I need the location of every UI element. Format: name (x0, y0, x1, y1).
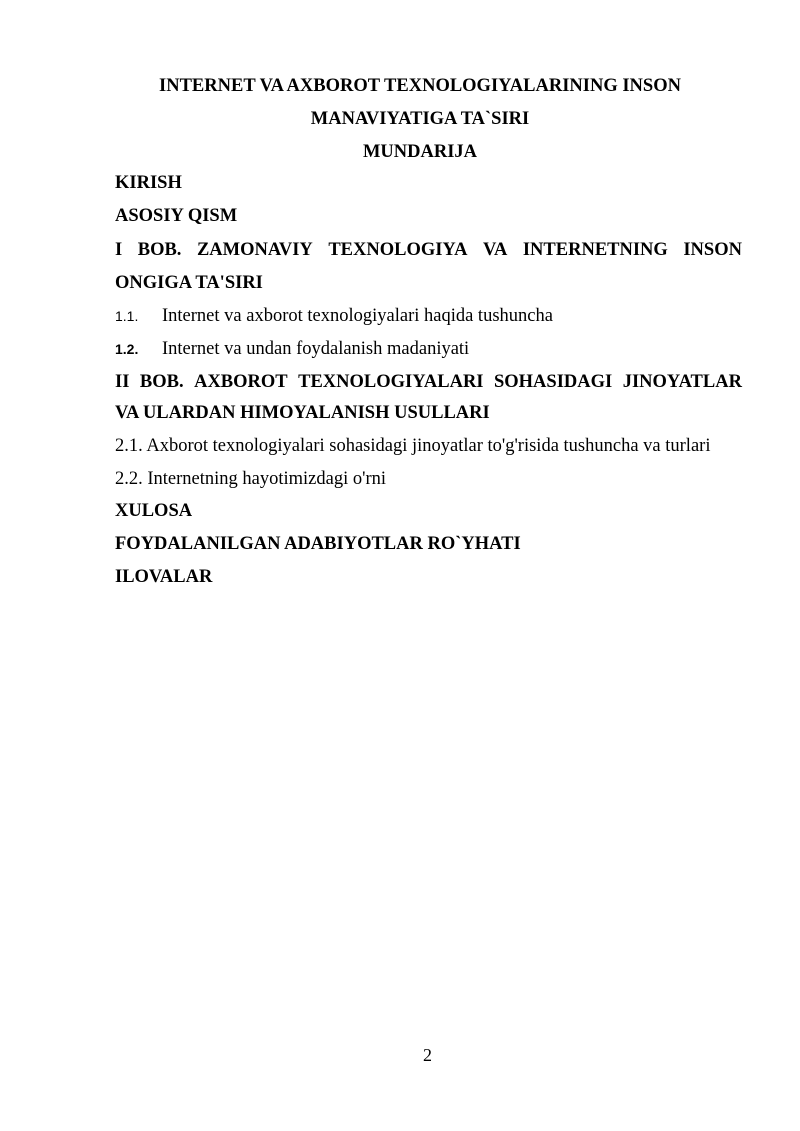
word: I (115, 240, 123, 260)
word: INSON (683, 240, 742, 260)
toc-item-conclusion: XULOSA (115, 501, 193, 521)
document-title-line1: INTERNET VA AXBOROT TEXNOLOGIYALARINING INSON (159, 76, 681, 96)
word: AXBOROT (194, 372, 288, 392)
page-number: 2 (423, 1045, 432, 1065)
word: TEXNOLOGIYALARI (298, 372, 484, 392)
word: BOB. (137, 240, 182, 260)
toc-item-intro: KIRISH (115, 173, 182, 193)
toc-chapter1-line2: ONGIGA TA'SIRI (115, 273, 263, 293)
word: TEXNOLOGIYA (328, 240, 468, 260)
section-number: 1.2. (115, 341, 139, 357)
toc-item-references: FOYDALANILGAN ADABIYOTLAR RO`YHATI (115, 534, 521, 554)
document-title-line2: MANAVIYATIGA TA`SIRI (310, 109, 530, 129)
toc-chapter2-line2: VA ULARDAN HIMOYALANISH USULLARI (115, 403, 490, 423)
word: SOHASIDAGI (493, 372, 613, 392)
word: ZAMONAVIY (196, 240, 313, 260)
word: BOB. (139, 372, 184, 392)
toc-item-appendices: ILOVALAR (115, 567, 213, 587)
toc-heading: MUNDARIJA (362, 142, 478, 162)
word: JINOYATLAR (622, 372, 742, 392)
section-title: Internet va undan foydalanish madaniyati (162, 339, 470, 359)
toc-section-2-1: 2.1. Axborot texnologiyalari sohasidagi jinoyatlar to'g'risida tushuncha va turlari (115, 436, 711, 456)
section-number: 1.1. (115, 308, 139, 324)
toc-section-1-2 (115, 338, 742, 360)
toc-chapter2-line1 (115, 371, 742, 393)
word: II (115, 372, 130, 392)
toc-section-2-2: 2.2. Internetning hayotimizdagi o'rni (115, 469, 387, 489)
toc-section-1-1 (115, 305, 742, 327)
word: INTERNETNING (522, 240, 668, 260)
toc-chapter1-line1 (115, 239, 742, 261)
toc-item-main-part: ASOSIY QISM (115, 206, 238, 226)
section-title: Internet va axborot texnologiyalari haqida tushuncha (162, 306, 553, 326)
word: VA (482, 240, 508, 260)
